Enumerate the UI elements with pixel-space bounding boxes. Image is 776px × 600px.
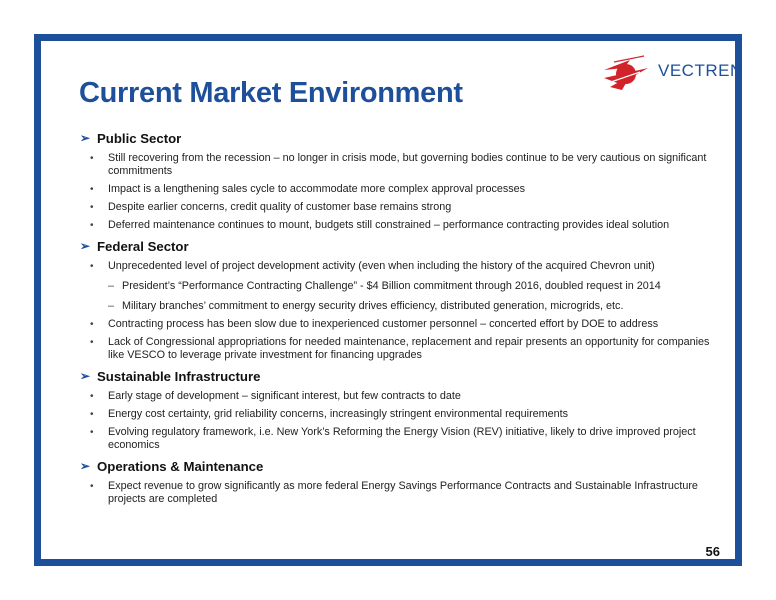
bullet-dot-icon: • bbox=[90, 261, 94, 272]
bullet-dot-icon: • bbox=[90, 481, 94, 492]
dash-icon: – bbox=[108, 280, 115, 292]
slide-title: Current Market Environment bbox=[79, 77, 463, 109]
dash-icon: – bbox=[108, 300, 115, 312]
arrow-right-icon: ➢ bbox=[80, 131, 91, 145]
bullet-text: Still recovering from the recession – no longer in crisis mode, but governing bodies continue to be very cautious on significant commitments bbox=[108, 152, 707, 177]
list-item bbox=[80, 183, 720, 196]
sub-bullet-text: President’s “Performance Contracting Challenge” - $4 Billion commitment through 2016, doubled request in 2014 bbox=[122, 280, 661, 292]
bullet-dot-icon: • bbox=[90, 337, 94, 348]
arrow-right-icon: ➢ bbox=[80, 369, 91, 383]
bullet-dot-icon: • bbox=[90, 427, 94, 438]
bullet-dot-icon: • bbox=[90, 153, 94, 164]
list-item bbox=[80, 390, 720, 403]
arrow-right-icon: ➢ bbox=[80, 459, 91, 473]
bullet-text: Energy cost certainty, grid reliability concerns, increasingly stringent environmental requirements bbox=[108, 408, 569, 420]
bullet-text: Despite earlier concerns, credit quality of customer base remains strong bbox=[108, 201, 452, 213]
bullet-text: Impact is a lengthening sales cycle to accommodate more complex approval processes bbox=[108, 183, 526, 195]
sub-bullet-text: Military branches’ commitment to energy security drives efficiency, distributed generation, microgrids, etc. bbox=[122, 300, 624, 312]
section-heading-text: Sustainable Infrastructure bbox=[97, 368, 261, 384]
bullet-dot-icon: • bbox=[90, 409, 94, 420]
section-heading-operations-maintenance bbox=[80, 457, 720, 475]
vectren-logo-text: VECTREN bbox=[658, 61, 743, 80]
section-heading-text: Public Sector bbox=[97, 130, 182, 146]
bullet-dot-icon: • bbox=[90, 184, 94, 195]
sub-list-item bbox=[80, 280, 720, 293]
bullet-text: Unprecedented level of project development activity (even when including the history of the acquired Chevron unit) bbox=[108, 260, 655, 272]
list-item bbox=[80, 426, 720, 452]
bullet-text: Lack of Congressional appropriations for needed maintenance, replacement and repair presents an opportunity for companies like VESCO to leverage private investment for financing upgrades bbox=[108, 336, 710, 361]
section-heading-public-sector bbox=[80, 129, 720, 147]
list-item bbox=[80, 336, 720, 362]
list-item bbox=[80, 318, 720, 331]
bullet-text: Evolving regulatory framework, i.e. New York’s Reforming the Energy Vision (REV) initiative, likely to drive improved project economics bbox=[108, 426, 696, 451]
bullet-text: Early stage of development – significant interest, but few contracts to date bbox=[108, 390, 461, 402]
bullet-dot-icon: • bbox=[90, 391, 94, 402]
list-item bbox=[80, 480, 720, 506]
list-item bbox=[80, 152, 720, 178]
section-heading-federal-sector bbox=[80, 237, 720, 255]
section-heading-text: Operations & Maintenance bbox=[97, 458, 264, 474]
sub-list-item bbox=[80, 300, 720, 313]
list-item bbox=[80, 408, 720, 421]
bullet-dot-icon: • bbox=[90, 220, 94, 231]
slide-content bbox=[80, 126, 720, 506]
list-item bbox=[80, 260, 720, 273]
bullet-text: Expect revenue to grow significantly as more federal Energy Savings Performance Contracts and Sustainable Infrastructure projects are completed bbox=[108, 480, 698, 505]
list-item bbox=[80, 201, 720, 214]
arrow-right-icon: ➢ bbox=[80, 239, 91, 253]
bullet-dot-icon: • bbox=[90, 202, 94, 213]
section-heading-sustainable-infrastructure bbox=[80, 367, 720, 385]
section-heading-text: Federal Sector bbox=[97, 238, 189, 254]
bullet-dot-icon: • bbox=[90, 319, 94, 330]
bullet-text: Deferred maintenance continues to mount, budgets still constrained – performance contracting provides ideal solution bbox=[108, 219, 670, 231]
list-item bbox=[80, 219, 720, 232]
page-number: 56 bbox=[705, 544, 720, 559]
bullet-text: Contracting process has been slow due to inexperienced customer personnel – concerted effort by DOE to address bbox=[108, 318, 659, 330]
